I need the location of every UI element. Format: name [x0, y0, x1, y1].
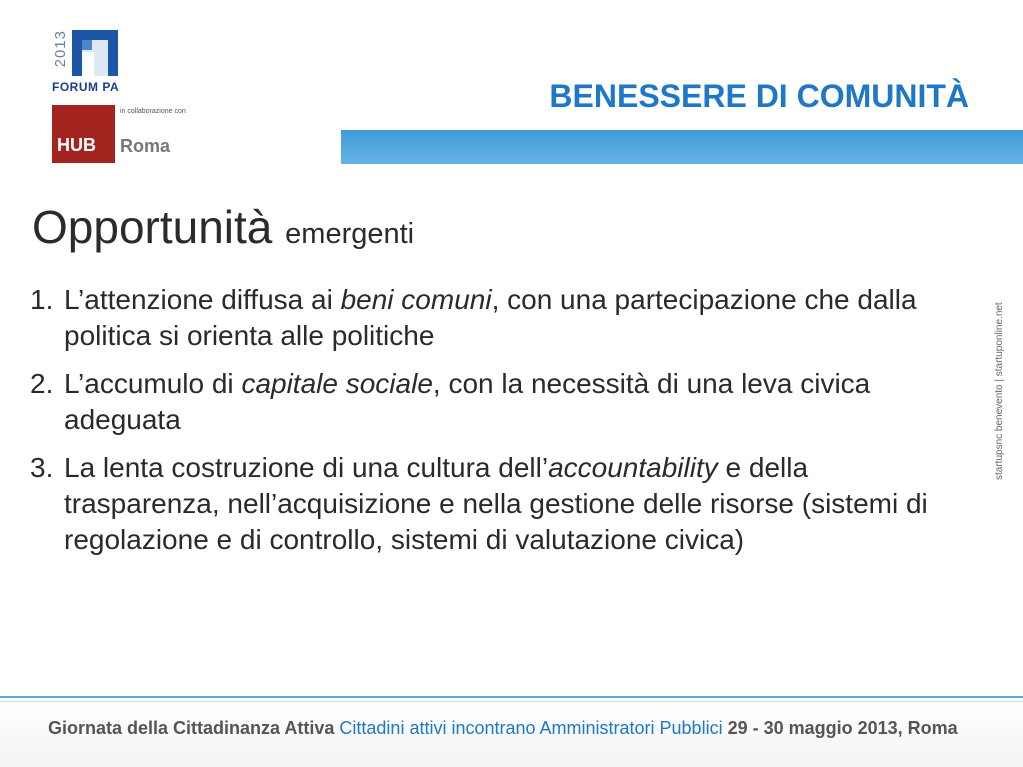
item-text-before: L’accumulo di	[64, 368, 242, 399]
opportunity-list	[30, 282, 960, 570]
heading-sub: emergenti	[285, 218, 415, 250]
title-bar	[341, 130, 1023, 164]
section-heading	[32, 200, 414, 254]
forum-year: 2013	[52, 30, 69, 68]
item-number: 2.	[30, 368, 54, 399]
item-text-after: , con la necessità di una leva civica adeguata	[64, 368, 871, 435]
item-text-after: , con una partecipazione che dalla politica si orienta alle politiche	[64, 284, 917, 351]
item-number: 3.	[30, 452, 54, 483]
forum-pa-name: FORUM PA	[52, 80, 120, 94]
collaboration-text: in collaborazione con	[120, 108, 186, 115]
item-number: 1.	[30, 284, 54, 315]
footer-dates: 29 - 30 maggio 2013, Roma	[727, 718, 958, 738]
list-item	[30, 450, 960, 558]
footer-divider-thin	[0, 701, 1023, 702]
heading-main: Opportunità	[32, 201, 273, 253]
footer-divider	[0, 696, 1023, 698]
item-emphasis: accountability	[548, 452, 718, 483]
slide-title: BENESSERE DI COMUNITÀ	[549, 78, 969, 114]
hub-label: HUB	[57, 135, 96, 155]
item-emphasis: beni comuni	[340, 284, 492, 315]
item-text-before: La lenta costruzione di una cultura dell’	[64, 452, 549, 483]
footer-tagline: Cittadini attivi incontrano Amministratori Pubblici	[339, 718, 723, 738]
item-text-before: L’attenzione diffusa ai	[64, 284, 341, 315]
list-item	[30, 282, 960, 354]
list-item	[30, 366, 960, 438]
footer-event: Giornata della Cittadinanza Attiva	[48, 718, 335, 738]
hub-city: Roma	[120, 136, 171, 156]
item-text-after: e della trasparenza, nell’acquisizione e nella gestione delle risorse (sistemi di regolazione e di controllo, sistemi di valutazione civica)	[64, 452, 928, 555]
side-credit-text: startupsnc benevento | startuponline.net	[994, 302, 1005, 480]
forum-pa-logo-icon	[72, 30, 118, 76]
hub-logo	[52, 105, 115, 163]
item-emphasis: capitale sociale	[241, 368, 433, 399]
footer-text	[48, 718, 958, 739]
